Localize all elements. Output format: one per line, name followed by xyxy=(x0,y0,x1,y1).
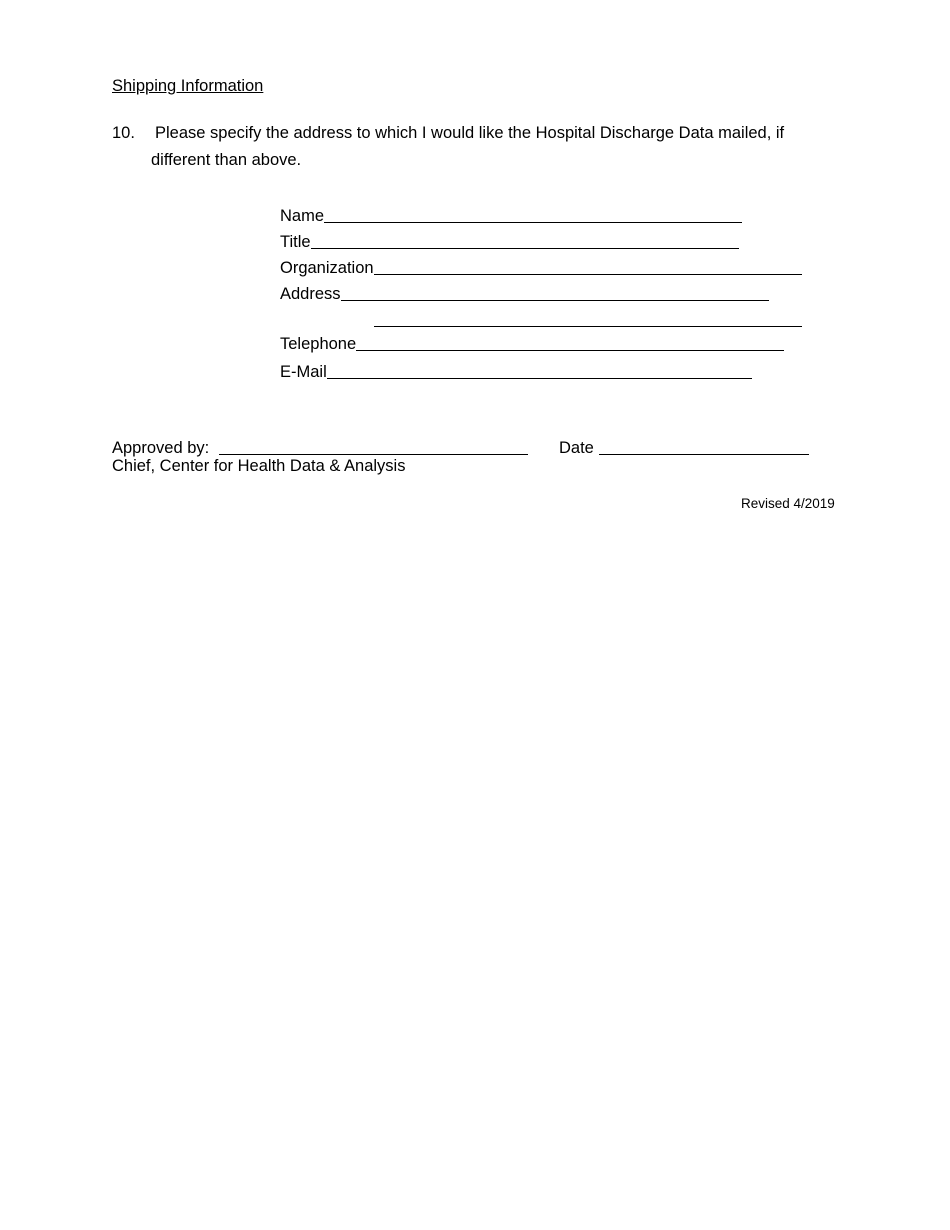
title-input-line[interactable] xyxy=(311,230,739,249)
question-text-line1: Please specify the address to which I would like the Hospital Discharge Data mailed, if xyxy=(155,124,785,142)
organization-field xyxy=(280,256,802,278)
email-input-line[interactable] xyxy=(327,360,752,379)
approved-by-signature-line[interactable] xyxy=(219,436,528,455)
approver-title: Chief, Center for Health Data & Analysis xyxy=(112,457,406,475)
date-input-line[interactable] xyxy=(599,436,809,455)
organization-input-line[interactable] xyxy=(374,256,802,275)
question-text-line2: different than above. xyxy=(151,151,302,169)
name-field xyxy=(280,204,742,226)
question-number: 10. xyxy=(112,124,135,142)
title-label: Title xyxy=(280,233,311,251)
address-input-line[interactable] xyxy=(341,282,769,301)
date-field xyxy=(559,436,809,458)
date-label: Date xyxy=(559,439,594,457)
telephone-field xyxy=(280,332,784,354)
organization-label: Organization xyxy=(280,259,374,277)
name-label: Name xyxy=(280,207,325,225)
title-field xyxy=(280,230,739,252)
address-field xyxy=(280,282,769,304)
approved-by-field xyxy=(112,436,528,458)
revised-date: Revised 4/2019 xyxy=(741,496,835,511)
address-label: Address xyxy=(280,285,341,303)
approved-by-label: Approved by: xyxy=(112,439,210,457)
telephone-label: Telephone xyxy=(280,335,357,353)
address-input-line-2[interactable] xyxy=(374,326,802,327)
email-field xyxy=(280,360,752,382)
name-input-line[interactable] xyxy=(324,204,742,223)
email-label: E-Mail xyxy=(280,363,327,381)
telephone-input-line[interactable] xyxy=(356,332,784,351)
section-title: Shipping Information xyxy=(112,77,264,95)
